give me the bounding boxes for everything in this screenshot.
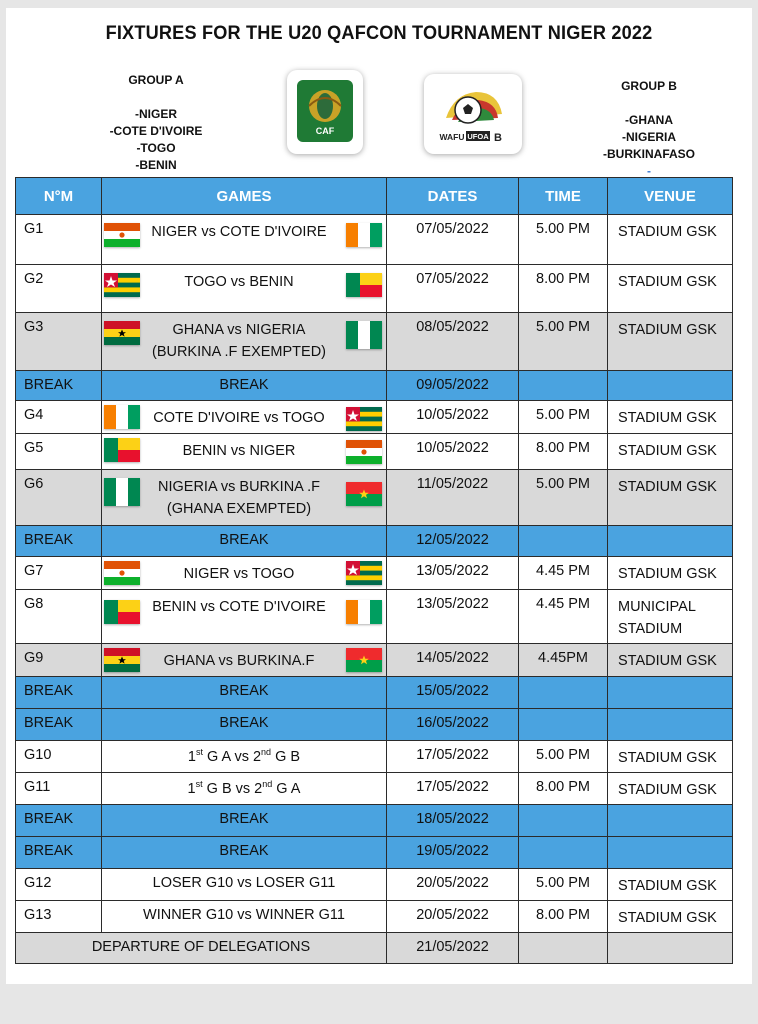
match-date: 21/05/2022 [387,933,519,964]
match-note: (BURKINA .F EXEMPTED) [151,344,327,360]
table-row [16,741,733,773]
match-title: BREAK [219,532,269,548]
match-date: 14/05/2022 [387,644,519,677]
match-no: BREAK [16,526,102,557]
table-row [16,901,733,933]
table-row [16,869,733,901]
match-game [102,470,387,526]
niger-flag-icon [104,561,140,585]
venue-line: MUNICIPAL [618,599,696,615]
group-a-team: -COTE D'IVOIRE [109,124,203,138]
table-row [16,215,733,265]
match-date: 12/05/2022 [387,526,519,557]
match-no: G1 [16,215,102,265]
group-b-label: GROUP B [621,79,677,93]
benin-flag-icon [346,273,382,297]
match-time: 5.00 PM [519,401,608,434]
togo-flag-icon [104,273,140,297]
group-b-team: - [647,164,651,178]
match-time: 5.00 PM [519,313,608,371]
table-row [16,590,733,644]
match-venue: STADIUM GSK [608,434,733,470]
wafu-ufoa-b-logo [424,74,522,154]
match-game [102,265,387,313]
break-row [16,837,733,869]
match-venue: STADIUM GSK [608,470,733,526]
benin-flag-icon [104,600,140,624]
burkina-faso-flag-icon [346,482,382,506]
benin-flag-icon [104,438,140,462]
departure-row [16,933,733,964]
table-row [16,470,733,526]
match-note: (GHANA EXEMPTED) [166,501,312,517]
header-time: TIME [519,178,608,215]
match-game [102,557,387,590]
match-time: 8.00 PM [519,265,608,313]
header-match-no: N°M [16,178,102,215]
match-game [102,677,387,709]
match-venue: STADIUM GSK [608,313,733,371]
match-no: G3 [16,313,102,371]
match-date: 17/05/2022 [387,741,519,773]
match-venue: STADIUM GSK [608,741,733,773]
match-date: 17/05/2022 [387,773,519,805]
fixtures-table [15,177,733,964]
match-time: 4.45 PM [519,590,608,644]
match-title: BREAK [219,811,269,827]
match-date: 13/05/2022 [387,557,519,590]
match-game [102,434,387,470]
table-row [16,557,733,590]
match-title: LOSER G10 vs LOSER G11 [152,875,336,891]
match-time: 5.00 PM [519,741,608,773]
ufoa-text: UFOA [467,132,489,141]
match-date: 08/05/2022 [387,313,519,371]
match-title: BREAK [219,843,269,859]
group-b-team: -GHANA [625,113,673,127]
match-date: 20/05/2022 [387,869,519,901]
group-a-list [96,72,216,174]
cote-divoire-flag-icon [346,223,382,247]
match-title: COTE D'IVOIRE vs TOGO [153,410,325,426]
match-no: BREAK [16,805,102,837]
match-date: 13/05/2022 [387,590,519,644]
match-game [102,313,387,371]
match-no: G6 [16,470,102,526]
table-row [16,265,733,313]
group-a-team: -BENIN [135,158,177,172]
match-game [102,869,387,901]
match-date: 19/05/2022 [387,837,519,869]
match-title: GHANA vs NIGERIA [172,322,306,338]
match-no: G10 [16,741,102,773]
match-title: BREAK [219,683,269,699]
match-game [102,644,387,677]
table-row [16,773,733,805]
nigeria-flag-icon [104,478,140,506]
match-game [102,837,387,869]
group-a-team: -TOGO [136,141,176,155]
group-a-team: -NIGER [135,107,177,121]
group-b-team: -BURKINAFASO [603,147,695,161]
match-time: 4.45 PM [519,557,608,590]
match-date: 07/05/2022 [387,215,519,265]
match-title: BENIN vs NIGER [182,443,296,459]
caf-logo [287,70,363,154]
match-date: 07/05/2022 [387,265,519,313]
match-time: 5.00 PM [519,215,608,265]
match-no: G13 [16,901,102,933]
match-venue: STADIUM GSK [608,773,733,805]
zone-b-text: B [494,132,502,144]
match-game: 1st G B vs 2nd G A [102,773,387,805]
match-venue: STADIUM GSK [608,557,733,590]
match-date: 10/05/2022 [387,401,519,434]
match-venue: STADIUM GSK [608,869,733,901]
match-venue [608,590,733,644]
match-date: 20/05/2022 [387,901,519,933]
ghana-flag-icon [104,321,140,345]
break-row [16,677,733,709]
header-games: GAMES [102,178,387,215]
table-row [16,313,733,371]
page-title: FIXTURES FOR THE U20 QAFCON TOURNAMENT NIGER 2022 [105,22,653,44]
nigeria-flag-icon [346,321,382,349]
match-no: BREAK [16,837,102,869]
match-no: G7 [16,557,102,590]
ghana-flag-icon [104,648,140,672]
match-date: 09/05/2022 [387,371,519,401]
match-title: NIGER vs COTE D'IVOIRE [151,224,327,240]
match-game: 1st G A vs 2nd G B [102,741,387,773]
match-title: NIGER vs TOGO [183,566,295,582]
departure-label: DEPARTURE OF DELEGATIONS [16,933,387,964]
match-time: 4.45PM [519,644,608,677]
header-dates: DATES [387,178,519,215]
match-title: TOGO vs BENIN [184,274,294,290]
match-no: G8 [16,590,102,644]
match-title: GHANA vs BURKINA.F [163,653,315,669]
match-time: 8.00 PM [519,773,608,805]
match-no: G11 [16,773,102,805]
table-row [16,401,733,434]
match-venue: STADIUM GSK [608,401,733,434]
togo-flag-icon [346,407,382,431]
niger-flag-icon [346,440,382,464]
match-no: G12 [16,869,102,901]
match-venue: STADIUM GSK [608,265,733,313]
match-no: G4 [16,401,102,434]
togo-flag-icon [346,561,382,585]
match-date: 16/05/2022 [387,709,519,741]
table-header-row [16,178,733,215]
match-date: 10/05/2022 [387,434,519,470]
group-a-label: GROUP A [128,73,184,87]
match-time: 8.00 PM [519,901,608,933]
match-game [102,709,387,741]
match-no: BREAK [16,677,102,709]
match-game [102,401,387,434]
match-date: 11/05/2022 [387,470,519,526]
group-b-list [594,78,704,180]
match-title: BREAK [219,377,269,393]
break-row [16,526,733,557]
match-game [102,590,387,644]
table-row [16,644,733,677]
niger-flag-icon [104,223,140,247]
cote-divoire-flag-icon [346,600,382,624]
caf-logo-text: CAF [315,126,335,136]
match-game [102,901,387,933]
break-row [16,805,733,837]
burkina-faso-flag-icon [346,648,382,672]
match-time: 5.00 PM [519,470,608,526]
match-game [102,805,387,837]
table-row [16,434,733,470]
match-no: BREAK [16,709,102,741]
match-time: 5.00 PM [519,869,608,901]
match-title: WINNER G10 vs WINNER G11 [143,907,345,923]
match-no: G9 [16,644,102,677]
venue-line: STADIUM [618,621,683,637]
match-no: BREAK [16,371,102,401]
match-venue: STADIUM GSK [608,644,733,677]
match-date: 15/05/2022 [387,677,519,709]
match-date: 18/05/2022 [387,805,519,837]
cote-divoire-flag-icon [104,405,140,429]
match-title: BENIN vs COTE D'IVOIRE [152,599,326,615]
match-game [102,215,387,265]
match-game [102,526,387,557]
match-title: NIGERIA vs BURKINA .F [158,479,320,495]
header-venue: VENUE [608,178,733,215]
match-venue: STADIUM GSK [608,901,733,933]
match-game [102,371,387,401]
match-title: BREAK [219,715,269,731]
wafu-text: WAFU [439,132,465,142]
match-time: 8.00 PM [519,434,608,470]
break-row [16,709,733,741]
match-no: G2 [16,265,102,313]
match-venue: STADIUM GSK [608,215,733,265]
match-no: G5 [16,434,102,470]
break-row [16,371,733,401]
group-b-team: -NIGERIA [622,130,676,144]
